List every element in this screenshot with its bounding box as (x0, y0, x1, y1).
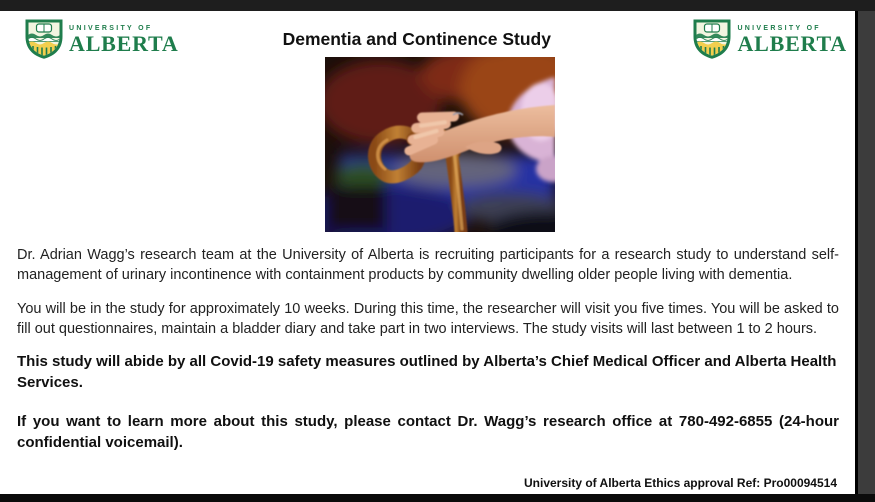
uofa-crest-icon (24, 18, 64, 60)
window-right-strip (855, 11, 875, 494)
uofa-logo-right (692, 18, 847, 60)
uofa-wordmark (737, 24, 847, 55)
hand-on-cane-illustration (325, 57, 555, 232)
uofa-wordmark-line2: ALBERTA (69, 30, 179, 56)
uofa-crest-icon (692, 18, 732, 60)
ethics-approval-ref: University of Alberta Ethics approval Ref: Pro00094514 (523, 476, 837, 490)
paragraph-study-details: You will be in the study for approximately 10 weeks. During this time, the researcher will visit you five times. You will be asked to fill out questionnaires, maintain a bladder diary and take part in two interviews. The study visits will last between 1 to 2 hours. (17, 301, 839, 337)
page-title: Dementia and Continence Study (282, 29, 551, 49)
flyer-header (0, 11, 855, 63)
uofa-logo-left (24, 18, 179, 60)
paragraph-covid-safety: This study will abide by all Covid-19 safety measures outlined by Alberta’s Chief Medical Officer and Alberta Health Services. (17, 353, 837, 391)
paragraph-contact-info: If you want to learn more about this study, please contact Dr. Wagg’s research office at 780-492-6855 (24-hour confidential voicemail). (17, 413, 839, 451)
uofa-wordmark (69, 24, 179, 55)
flyer-body-text (17, 245, 839, 453)
flyer-slide (0, 11, 855, 494)
uofa-wordmark-line2: ALBERTA (737, 30, 847, 56)
uofa-wordmark-line1: UNIVERSITY OF (737, 24, 821, 32)
hand-on-cane-photo (325, 57, 555, 232)
paragraph-recruiting: Dr. Adrian Wagg’s research team at the University of Alberta is recruiting participants for a research study to understand self-management of urinary incontinence with containment products by community dwelling older people living with dementia. (17, 247, 839, 283)
window-bottom-bar (0, 494, 875, 502)
uofa-wordmark-line1: UNIVERSITY OF (69, 24, 153, 32)
window-top-bar (0, 0, 875, 11)
